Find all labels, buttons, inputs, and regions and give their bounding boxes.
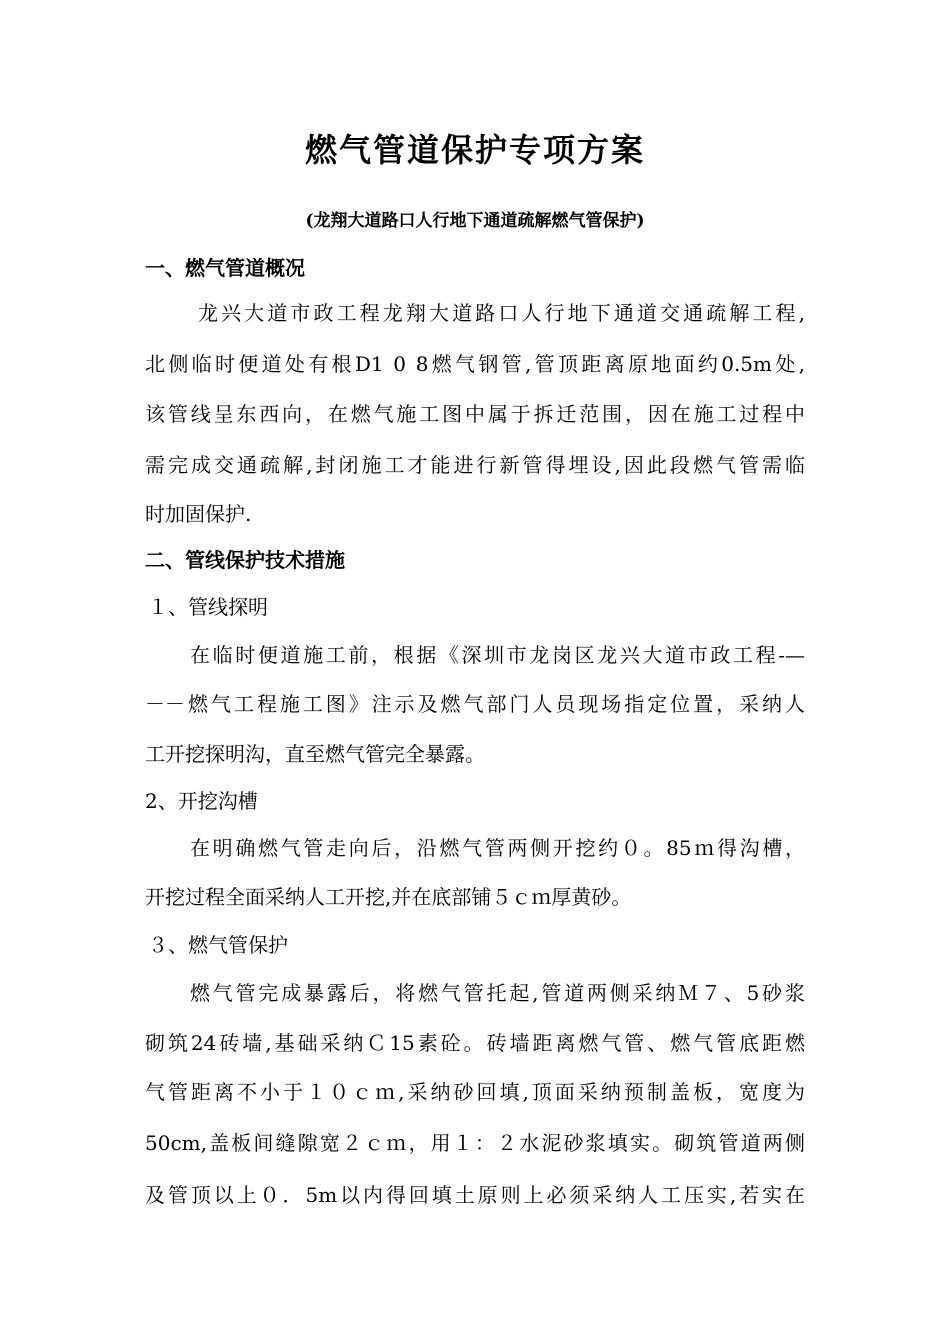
paragraph-line: 工开挖探明沟，直至燃气管完全暴露。 — [145, 742, 485, 766]
subsection-heading: ３、燃气管保护 — [148, 933, 288, 957]
document-subtitle: (龙翔大道路口人行地下通道疏解燃气管保护) — [305, 211, 645, 231]
paragraph-line: 龙兴大道市政工程龙翔大道路口人行地下通道交通疏解工程, — [198, 301, 805, 325]
paragraph-line: 在明确燃气管走向后，沿燃气管两侧开挖约０。85ｍ得沟槽， — [190, 836, 805, 860]
section-heading-overview: 一、燃气管道概况 — [145, 256, 305, 280]
paragraph-line: 时加固保护. — [145, 502, 252, 526]
document-title: 燃气管道保护专项方案 — [304, 131, 645, 169]
section-heading-measures: 二、管线保护技术措施 — [145, 548, 345, 572]
paragraph-line: 开挖过程全面采纳人工开挖,并在底部铺５ｃｍ厚黄砂。 — [145, 885, 632, 909]
paragraph-line: 燃气管完成暴露后，将燃气管托起,管道两侧采纳Ｍ７、5砂浆 — [190, 981, 805, 1005]
subsection-heading: １、管线探明 — [148, 595, 268, 619]
paragraph-line: 该管线呈东西向，在燃气施工图中属于拆迁范围，因在施工过程中 — [145, 402, 805, 426]
paragraph-line: 50cm,盖板间缝隙宽２ｃｍ，用１：２水泥砂浆填实。砌筑管道两侧 — [145, 1131, 805, 1155]
paragraph-line: 砌筑24砖墙,基础采纳Ｃ15素砼。砖墙距离燃气管、燃气管底距燃 — [145, 1031, 805, 1055]
paragraph-line: 在临时便道施工前，根据《深圳市龙岗区龙兴大道市政工程-— — [190, 643, 805, 667]
paragraph-line: 气管距离不小于１０ｃｍ,采纳砂回填,顶面采纳预制盖板，宽度为 — [145, 1080, 805, 1104]
paragraph-line: －－燃气工程施工图》注示及燃气部门人员现场指定位置，采纳人 — [145, 692, 805, 716]
paragraph-line: 及管顶以上０．5m以内得回填土原则上必须采纳人工压实,若实在 — [145, 1183, 805, 1207]
subsection-heading: 2、开挖沟槽 — [145, 789, 258, 813]
paragraph-line: 北侧临时便道处有根D1 0 8燃气钢管,管顶距离原地面约0.5m处, — [145, 352, 805, 376]
paragraph-line: 需完成交通疏解,封闭施工才能进行新管得埋设,因此段燃气管需临 — [145, 453, 805, 477]
